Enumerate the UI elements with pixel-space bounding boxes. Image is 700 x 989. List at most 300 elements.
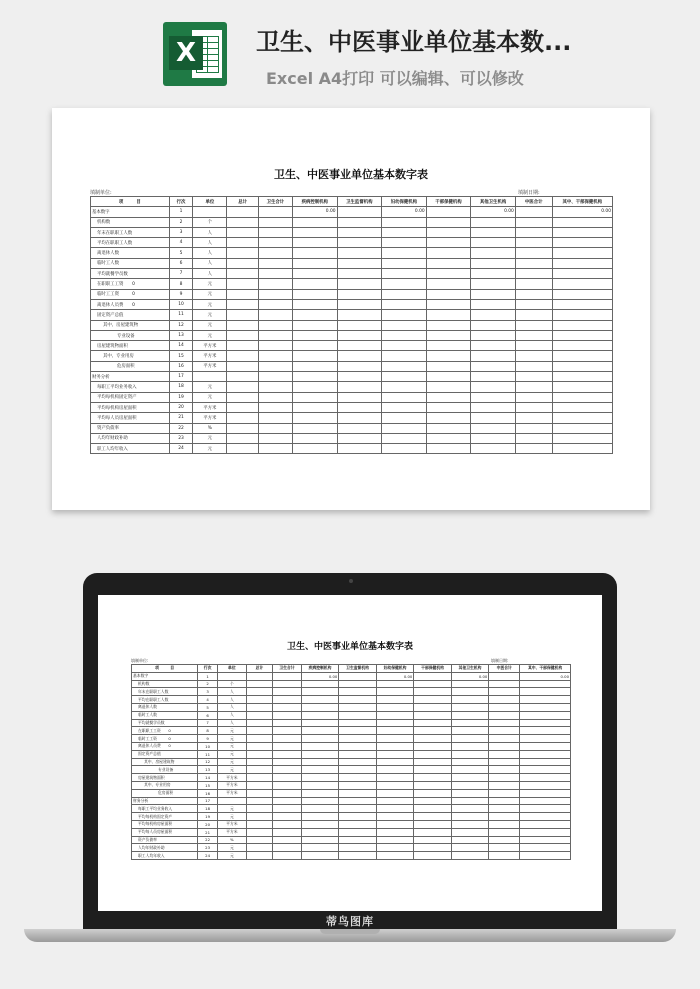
data-cell xyxy=(382,444,427,454)
data-cell xyxy=(552,372,612,382)
row-unit: 元 xyxy=(193,299,227,309)
data-cell xyxy=(471,402,516,412)
data-cell xyxy=(258,392,292,402)
data-cell xyxy=(292,227,337,237)
data-cell xyxy=(376,805,414,813)
table-row xyxy=(132,805,571,813)
data-cell xyxy=(376,703,414,711)
data-cell xyxy=(451,719,489,727)
data-cell xyxy=(339,844,377,852)
data-cell xyxy=(426,423,471,433)
data-cell xyxy=(337,423,382,433)
data-cell xyxy=(258,382,292,392)
data-cell xyxy=(376,735,414,743)
data-cell xyxy=(227,310,258,320)
data-cell xyxy=(301,844,339,852)
data-cell xyxy=(301,813,339,821)
data-cell xyxy=(258,413,292,423)
row-item-label: 危房面积 xyxy=(91,361,170,371)
row-line-number: 17 xyxy=(198,797,218,805)
row-item-label: 临时工人数 xyxy=(91,258,170,268)
data-cell xyxy=(426,238,471,248)
column-header: 行次 xyxy=(169,197,193,207)
data-cell xyxy=(339,696,377,704)
data-cell xyxy=(451,836,489,844)
data-cell xyxy=(515,330,552,340)
row-unit: 平方米 xyxy=(218,820,247,828)
table-row xyxy=(91,361,613,371)
table-row xyxy=(91,207,613,217)
data-cell xyxy=(339,711,377,719)
row-unit: 人 xyxy=(218,696,247,704)
data-cell xyxy=(426,217,471,227)
row-item-label: 基本数字 xyxy=(91,207,170,217)
table-row xyxy=(91,269,613,279)
data-cell xyxy=(520,742,571,750)
row-unit xyxy=(218,672,247,680)
data-cell xyxy=(337,330,382,340)
row-line-number: 21 xyxy=(169,413,193,423)
data-cell xyxy=(376,844,414,852)
data-cell xyxy=(471,299,516,309)
row-item-label: 平均每人员房屋面积 xyxy=(132,828,198,836)
data-cell xyxy=(227,269,258,279)
row-line-number: 5 xyxy=(198,703,218,711)
data-cell xyxy=(520,774,571,782)
data-cell xyxy=(258,330,292,340)
data-cell xyxy=(515,402,552,412)
data-cell xyxy=(246,766,272,774)
row-line-number: 10 xyxy=(169,299,193,309)
data-cell xyxy=(339,813,377,821)
data-cell xyxy=(301,696,339,704)
data-cell xyxy=(471,269,516,279)
data-cell xyxy=(246,797,272,805)
data-cell xyxy=(339,852,377,860)
data-cell xyxy=(337,402,382,412)
data-cell xyxy=(552,351,612,361)
data-cell xyxy=(515,413,552,423)
data-cell xyxy=(258,372,292,382)
data-cell xyxy=(451,727,489,735)
data-cell xyxy=(337,269,382,279)
data-cell xyxy=(426,392,471,402)
row-line-number: 23 xyxy=(198,844,218,852)
row-unit: 人 xyxy=(193,258,227,268)
data-cell xyxy=(426,341,471,351)
data-cell xyxy=(246,711,272,719)
column-header: 项 目 xyxy=(132,665,198,673)
row-line-number: 23 xyxy=(169,433,193,443)
data-cell xyxy=(515,372,552,382)
data-cell xyxy=(301,758,339,766)
data-cell xyxy=(515,423,552,433)
row-item-label: 临时工工资 0 xyxy=(132,735,198,743)
data-cell xyxy=(273,789,302,797)
row-line-number: 16 xyxy=(169,361,193,371)
data-cell xyxy=(451,688,489,696)
row-unit: 个 xyxy=(218,680,247,688)
table-row xyxy=(132,766,571,774)
table-row xyxy=(132,719,571,727)
table-row xyxy=(91,433,613,443)
data-cell xyxy=(301,719,339,727)
row-item-label: 基本数字 xyxy=(132,672,198,680)
data-cell xyxy=(339,789,377,797)
data-cell xyxy=(292,320,337,330)
data-cell xyxy=(471,310,516,320)
data-cell xyxy=(376,750,414,758)
data-cell xyxy=(273,742,302,750)
data-cell xyxy=(246,813,272,821)
row-item-label: 平均每机构房屋面积 xyxy=(91,402,170,412)
row-line-number: 19 xyxy=(169,392,193,402)
data-cell xyxy=(426,433,471,443)
column-header: 其中、干部保健机构 xyxy=(520,665,571,673)
data-cell xyxy=(382,269,427,279)
data-cell xyxy=(489,735,520,743)
row-item-label: 平均每机构固定资产 xyxy=(91,392,170,402)
data-cell xyxy=(489,828,520,836)
data-cell xyxy=(471,444,516,454)
data-cell xyxy=(489,813,520,821)
data-cell xyxy=(382,217,427,227)
row-item-label: 每职工平均业务收入 xyxy=(132,805,198,813)
data-cell xyxy=(301,805,339,813)
data-cell xyxy=(337,341,382,351)
column-header: 单位 xyxy=(218,665,247,673)
data-cell xyxy=(227,351,258,361)
data-cell xyxy=(292,279,337,289)
row-line-number: 14 xyxy=(198,774,218,782)
data-cell xyxy=(489,789,520,797)
data-cell xyxy=(273,680,302,688)
data-cell xyxy=(414,727,452,735)
row-unit: 平方米 xyxy=(193,341,227,351)
table-row xyxy=(132,750,571,758)
table-row xyxy=(132,820,571,828)
data-cell xyxy=(426,207,471,217)
row-line-number: 17 xyxy=(169,372,193,382)
data-cell xyxy=(376,766,414,774)
data-cell xyxy=(301,742,339,750)
data-cell xyxy=(258,444,292,454)
column-header: 干部保健机构 xyxy=(414,665,452,673)
data-cell xyxy=(292,299,337,309)
data-cell xyxy=(471,279,516,289)
data-cell xyxy=(376,852,414,860)
row-unit: 元 xyxy=(218,727,247,735)
row-item-label: 平均就餐学员数 xyxy=(132,719,198,727)
data-cell xyxy=(337,382,382,392)
excel-letter: X xyxy=(169,36,203,70)
data-cell xyxy=(414,719,452,727)
row-item-label: 资产负债率 xyxy=(91,423,170,433)
data-cell xyxy=(471,289,516,299)
data-cell xyxy=(246,836,272,844)
data-cell xyxy=(227,433,258,443)
data-table xyxy=(90,196,613,454)
row-line-number: 6 xyxy=(198,711,218,719)
row-unit xyxy=(193,372,227,382)
data-cell xyxy=(337,392,382,402)
table-row xyxy=(91,238,613,248)
data-cell xyxy=(489,742,520,750)
data-cell xyxy=(451,828,489,836)
date-label: 填制日期: xyxy=(518,190,540,196)
table-row xyxy=(91,402,613,412)
data-cell xyxy=(471,382,516,392)
data-cell xyxy=(520,735,571,743)
data-cell xyxy=(515,351,552,361)
data-cell xyxy=(451,703,489,711)
column-header: 行次 xyxy=(198,665,218,673)
row-line-number: 4 xyxy=(169,238,193,248)
data-cell xyxy=(246,828,272,836)
data-cell xyxy=(337,248,382,258)
table-row xyxy=(132,781,571,789)
table-row xyxy=(91,289,613,299)
table-row xyxy=(91,330,613,340)
data-cell xyxy=(451,813,489,821)
data-cell xyxy=(273,820,302,828)
data-cell xyxy=(301,836,339,844)
row-line-number: 1 xyxy=(169,207,193,217)
data-cell xyxy=(273,781,302,789)
data-cell xyxy=(376,688,414,696)
data-cell xyxy=(515,217,552,227)
row-item-label: 每职工平均业务收入 xyxy=(91,382,170,392)
data-cell xyxy=(426,330,471,340)
screen-data-table xyxy=(131,664,571,860)
data-cell: 0.00 xyxy=(301,672,339,680)
row-line-number: 22 xyxy=(198,836,218,844)
data-cell xyxy=(376,758,414,766)
data-cell xyxy=(376,828,414,836)
data-cell xyxy=(258,299,292,309)
row-item-label: 固定资产总值 xyxy=(91,310,170,320)
data-cell xyxy=(376,789,414,797)
data-cell xyxy=(414,696,452,704)
data-cell xyxy=(227,248,258,258)
row-line-number: 1 xyxy=(198,672,218,680)
sheet-title: 卫生、中医事业单位基本数字表 xyxy=(274,168,428,181)
table-row xyxy=(132,836,571,844)
data-cell xyxy=(292,392,337,402)
row-line-number: 19 xyxy=(198,813,218,821)
row-line-number: 2 xyxy=(169,217,193,227)
data-cell xyxy=(301,735,339,743)
row-item-label: 在职职工工资 0 xyxy=(91,279,170,289)
table-row xyxy=(132,742,571,750)
data-cell xyxy=(515,238,552,248)
row-item-label: 平均每机构固定资产 xyxy=(132,813,198,821)
row-unit: 平方米 xyxy=(193,361,227,371)
data-cell xyxy=(273,852,302,860)
row-line-number: 8 xyxy=(169,279,193,289)
data-cell xyxy=(292,444,337,454)
data-cell xyxy=(515,444,552,454)
table-row xyxy=(132,727,571,735)
column-header: 总计 xyxy=(227,197,258,207)
data-cell xyxy=(258,269,292,279)
row-line-number: 20 xyxy=(198,820,218,828)
data-cell xyxy=(489,852,520,860)
data-cell xyxy=(552,341,612,351)
data-cell xyxy=(376,711,414,719)
data-cell xyxy=(489,680,520,688)
screen-sheet-title: 卫生、中医事业单位基本数字表 xyxy=(286,642,413,652)
data-cell xyxy=(552,258,612,268)
data-cell xyxy=(552,444,612,454)
data-cell xyxy=(301,703,339,711)
data-cell xyxy=(414,680,452,688)
row-line-number: 18 xyxy=(169,382,193,392)
table-row xyxy=(132,672,571,680)
data-cell xyxy=(339,735,377,743)
data-cell xyxy=(301,680,339,688)
data-cell xyxy=(273,797,302,805)
data-cell xyxy=(515,310,552,320)
data-cell xyxy=(552,392,612,402)
data-cell: 0.00 xyxy=(292,207,337,217)
data-cell xyxy=(273,719,302,727)
data-cell xyxy=(426,289,471,299)
data-cell xyxy=(246,688,272,696)
data-cell xyxy=(376,742,414,750)
data-cell xyxy=(301,820,339,828)
data-cell xyxy=(515,227,552,237)
data-cell xyxy=(246,680,272,688)
data-cell xyxy=(426,248,471,258)
data-cell xyxy=(273,766,302,774)
data-cell xyxy=(337,444,382,454)
laptop-frame xyxy=(83,573,617,929)
data-cell xyxy=(382,279,427,289)
data-cell xyxy=(301,766,339,774)
data-cell xyxy=(301,789,339,797)
data-cell xyxy=(376,719,414,727)
data-cell xyxy=(273,696,302,704)
data-cell xyxy=(376,727,414,735)
data-cell xyxy=(382,361,427,371)
unit-label: 填制单位: xyxy=(90,190,112,196)
data-cell xyxy=(382,320,427,330)
data-cell xyxy=(292,330,337,340)
data-cell xyxy=(227,258,258,268)
data-cell xyxy=(520,711,571,719)
row-item-label: 平均每人员房屋面积 xyxy=(91,413,170,423)
row-unit: 元 xyxy=(193,444,227,454)
row-item-label: 财务分析 xyxy=(91,372,170,382)
data-cell xyxy=(382,423,427,433)
data-cell xyxy=(292,248,337,258)
row-item-label: 职工人均年收入 xyxy=(91,444,170,454)
data-cell xyxy=(515,341,552,351)
data-cell xyxy=(489,750,520,758)
row-unit: 人 xyxy=(218,688,247,696)
column-header: 卫生合计 xyxy=(258,197,292,207)
data-cell xyxy=(471,351,516,361)
data-cell xyxy=(489,766,520,774)
data-cell xyxy=(471,330,516,340)
data-cell xyxy=(227,423,258,433)
data-cell xyxy=(339,781,377,789)
laptop-screen xyxy=(98,595,602,911)
data-cell xyxy=(471,392,516,402)
row-unit: 人 xyxy=(218,711,247,719)
table-row xyxy=(132,852,571,860)
row-item-label: 临时工人数 xyxy=(132,711,198,719)
data-cell xyxy=(552,269,612,279)
row-line-number: 8 xyxy=(198,727,218,735)
data-cell xyxy=(414,766,452,774)
data-cell xyxy=(227,320,258,330)
data-cell xyxy=(258,258,292,268)
data-cell xyxy=(258,433,292,443)
data-cell xyxy=(246,742,272,750)
table-row xyxy=(91,351,613,361)
row-line-number: 11 xyxy=(198,750,218,758)
data-cell xyxy=(382,248,427,258)
excel-icon xyxy=(163,22,227,86)
data-cell xyxy=(426,320,471,330)
column-header: 其中、干部保健机构 xyxy=(552,197,612,207)
table-row xyxy=(132,703,571,711)
data-cell xyxy=(246,750,272,758)
row-item-label: 财务分析 xyxy=(132,797,198,805)
table-row xyxy=(132,758,571,766)
data-cell xyxy=(382,392,427,402)
data-cell xyxy=(451,758,489,766)
data-cell xyxy=(471,320,516,330)
table-row xyxy=(132,844,571,852)
table-row xyxy=(91,444,613,454)
data-cell xyxy=(339,758,377,766)
data-cell xyxy=(339,820,377,828)
row-unit: 平方米 xyxy=(218,789,247,797)
data-cell xyxy=(552,227,612,237)
data-cell xyxy=(246,719,272,727)
data-cell xyxy=(451,774,489,782)
column-header: 卫生合计 xyxy=(273,665,302,673)
data-cell xyxy=(227,279,258,289)
page-title: 卫生、中医事业单位基本数... xyxy=(256,28,572,56)
row-line-number: 10 xyxy=(198,742,218,750)
data-cell xyxy=(451,797,489,805)
data-cell xyxy=(227,392,258,402)
data-cell xyxy=(292,423,337,433)
data-cell xyxy=(520,797,571,805)
column-header: 疾病控制机构 xyxy=(292,197,337,207)
data-cell xyxy=(246,781,272,789)
data-cell xyxy=(552,402,612,412)
data-cell xyxy=(552,320,612,330)
data-cell xyxy=(515,392,552,402)
data-cell xyxy=(292,238,337,248)
data-cell xyxy=(451,789,489,797)
data-cell xyxy=(301,688,339,696)
data-cell xyxy=(426,227,471,237)
data-cell xyxy=(258,310,292,320)
data-cell xyxy=(301,828,339,836)
row-line-number: 4 xyxy=(198,696,218,704)
row-unit: 平方米 xyxy=(218,774,247,782)
data-cell xyxy=(273,828,302,836)
row-unit: 元 xyxy=(218,844,247,852)
row-item-label: 临时工工资 0 xyxy=(91,289,170,299)
data-cell xyxy=(489,836,520,844)
